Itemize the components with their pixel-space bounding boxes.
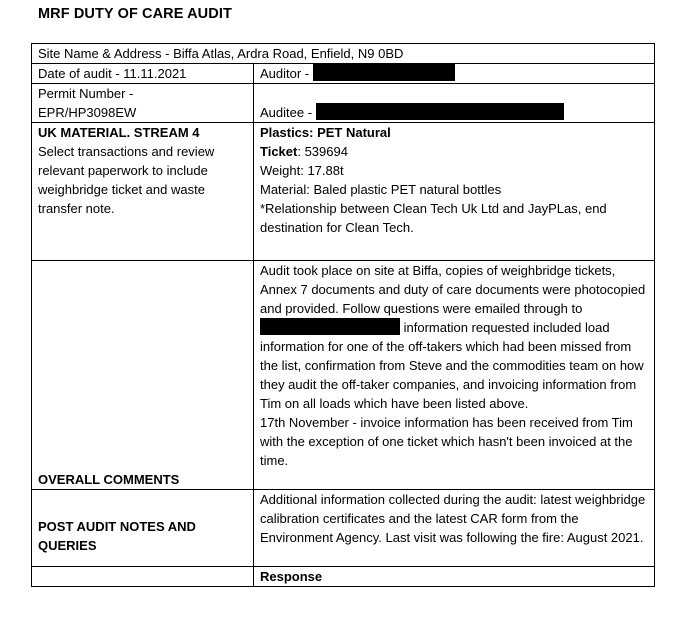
ticket-value: : 539694 [297,144,348,159]
auditee-cell [254,84,655,123]
date-row [32,64,655,84]
overall-label-cell [32,261,254,490]
permit-label: Permit Number - [38,86,134,101]
post-audit-label-cell [32,490,254,567]
response-label: Response [254,567,655,587]
audit-table [31,43,655,587]
post-audit-notes: Additional information collected during the audit: latest weighbridge calibration certificates and the latest CAR form from the Environment Agency. Last visit was following the fire: August 2021. [254,490,655,567]
site-row [32,44,655,64]
overall-comments [254,261,655,490]
material-instructions: Select transactions and review relevant paperwork to include weighbridge ticket and waste transfer note. [38,144,215,216]
auditor-cell [254,64,655,84]
auditor-label: Auditor - [260,66,310,81]
material-heading: UK MATERIAL. STREAM 4 [38,125,200,140]
response-row [32,567,655,587]
material-right [254,123,655,261]
auditee-redaction [316,103,564,120]
permit-row [32,84,655,123]
overall-label: OVERALL COMMENTS [38,472,180,487]
email-redaction [260,318,400,335]
material-row [32,123,655,261]
overall-text-before: Audit took place on site at Biffa, copies of weighbridge tickets, Annex 7 documents and duty of care documents were photocopied and provided. Follow questions were emailed through to [260,263,646,316]
ticket-line [260,142,648,161]
permit-number: EPR/HP3098EW [38,105,137,120]
material-left [32,123,254,261]
material-description: Material: Baled plastic PET natural bottles [260,182,502,197]
overall-row [32,261,655,490]
site-cell: Site Name & Address - Biffa Atlas, Ardra Road, Enfield, N9 0BD [32,44,655,64]
auditee-label: Auditee - [260,105,313,120]
material-category: Plastics: PET Natural [260,125,391,140]
post-audit-label: POST AUDIT NOTES AND QUERIES [38,519,196,553]
permit-cell [32,84,254,123]
relationship-note: *Relationship between Clean Tech Uk Ltd and JayPLas, end destination for Clean Tech. [260,201,607,235]
overall-update: 17th November - invoice information has been received from Tim with the exception of one ticket which hasn't been invoiced at the time. [260,415,633,468]
date-of-audit: Date of audit - 11.11.2021 [32,64,254,84]
overall-text-after: information requested included load information for one of the off-takers which had been missed from the list, confirmation from Steve and the commodities team on how they audit the off-taker companies, and invoicing information from Tim on all loads which have been listed above. [260,320,644,411]
response-empty [32,567,254,587]
page-title: MRF DUTY OF CARE AUDIT [38,6,232,22]
post-audit-row [32,490,655,567]
ticket-label: Ticket [260,144,298,159]
overall-text [260,261,648,413]
weight: Weight: 17.88t [260,163,344,178]
auditor-redaction [313,64,455,81]
